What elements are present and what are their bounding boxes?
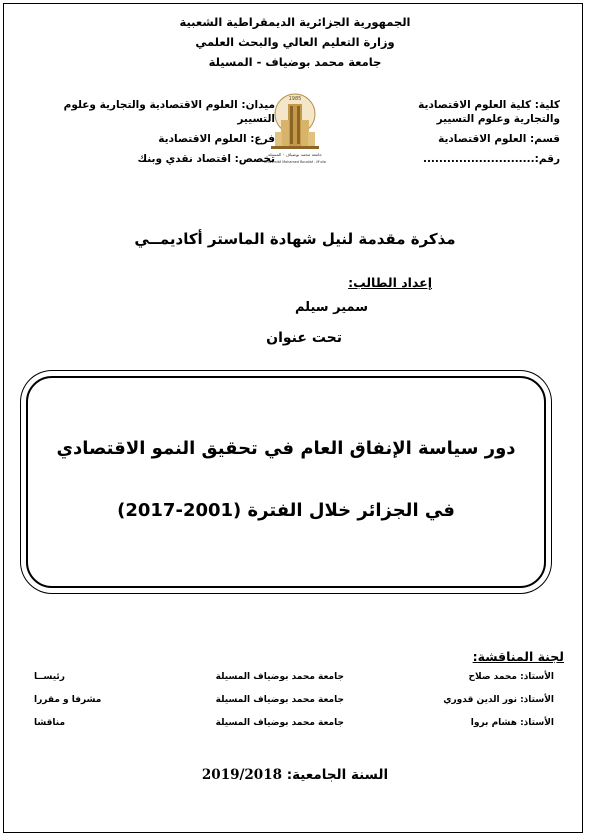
committee-member-row (34, 672, 554, 688)
prepared-label-text: إعداد الطالب: (348, 275, 432, 290)
memo-title: مذكرة مقدمة لنيل شهادة الماستر أكاديمــي (134, 230, 456, 248)
faculty-info (375, 98, 560, 172)
committee-member-row (34, 695, 554, 711)
academic-year-value: 2019/2018 (201, 767, 282, 783)
republic-name: الجمهورية الجزائرية الديمقراطية الشعبية (179, 15, 411, 29)
member-university: جامعة محمد بوضياف المسيلة (215, 718, 344, 728)
committee-heading (473, 649, 564, 664)
field-info (40, 98, 275, 172)
student-name: سمير سيلم (294, 300, 368, 315)
thesis-title-frame (26, 376, 546, 588)
logo-caption-latin: Université Mohamed Boudiaf - M'sila (264, 160, 326, 164)
academic-year-label: السنة الجامعية: (286, 767, 389, 783)
number-line: رقم:............................ (422, 153, 560, 165)
member-university: جامعة محمد بوضياف المسيلة (215, 695, 344, 705)
university-name: جامعة محمد بوضياف - المسيلة (208, 55, 382, 69)
faculty-line: كلية: كلية العلوم الاقتصادية والتجارية وعلوم التسيير (418, 99, 560, 125)
ministry-name: وزارة التعليم العالي والبحث العلمي (195, 35, 395, 49)
member-name: الأستاذ: هشام بروا (470, 718, 554, 728)
logo-year: 1985 (288, 96, 302, 102)
thesis-title-line-2: في الجزائر خلال الفترة (2001-2017) (117, 500, 455, 521)
logo-caption-arabic: جامعة محمد بوضياف - المسيلة (267, 152, 323, 157)
header (0, 12, 590, 72)
under-title-label: تحت عنوان (266, 330, 342, 346)
member-name: الأستاذ: نور الدين قدوري (443, 695, 554, 705)
member-role: رئيســا (34, 672, 65, 682)
member-role: مشرفا و مقررا (34, 695, 102, 705)
thesis-title-line-1: دور سياسة الإنفاق العام في تحقيق النمو الاقتصادي (56, 438, 516, 459)
branch-line: فرع: العلوم الاقتصادية (158, 133, 275, 145)
member-name: الأستاذ: محمد صلاح (468, 672, 554, 682)
member-university: جامعة محمد بوضياف المسيلة (215, 672, 344, 682)
specialty-line: تخصص: اقتصاد نقدي وبنك (137, 153, 275, 165)
committee-heading-text: لجنة المناقشة: (472, 649, 564, 664)
department-line: قسم: العلوم الاقتصادية (438, 133, 560, 145)
prepared-by-label (348, 275, 432, 290)
member-role: مناقشا (34, 718, 66, 728)
academic-year (0, 767, 590, 783)
committee-member-row (34, 718, 554, 734)
field-line: ميدان: العلوم الاقتصادية والتجارية وعلوم التسيير (63, 99, 275, 125)
